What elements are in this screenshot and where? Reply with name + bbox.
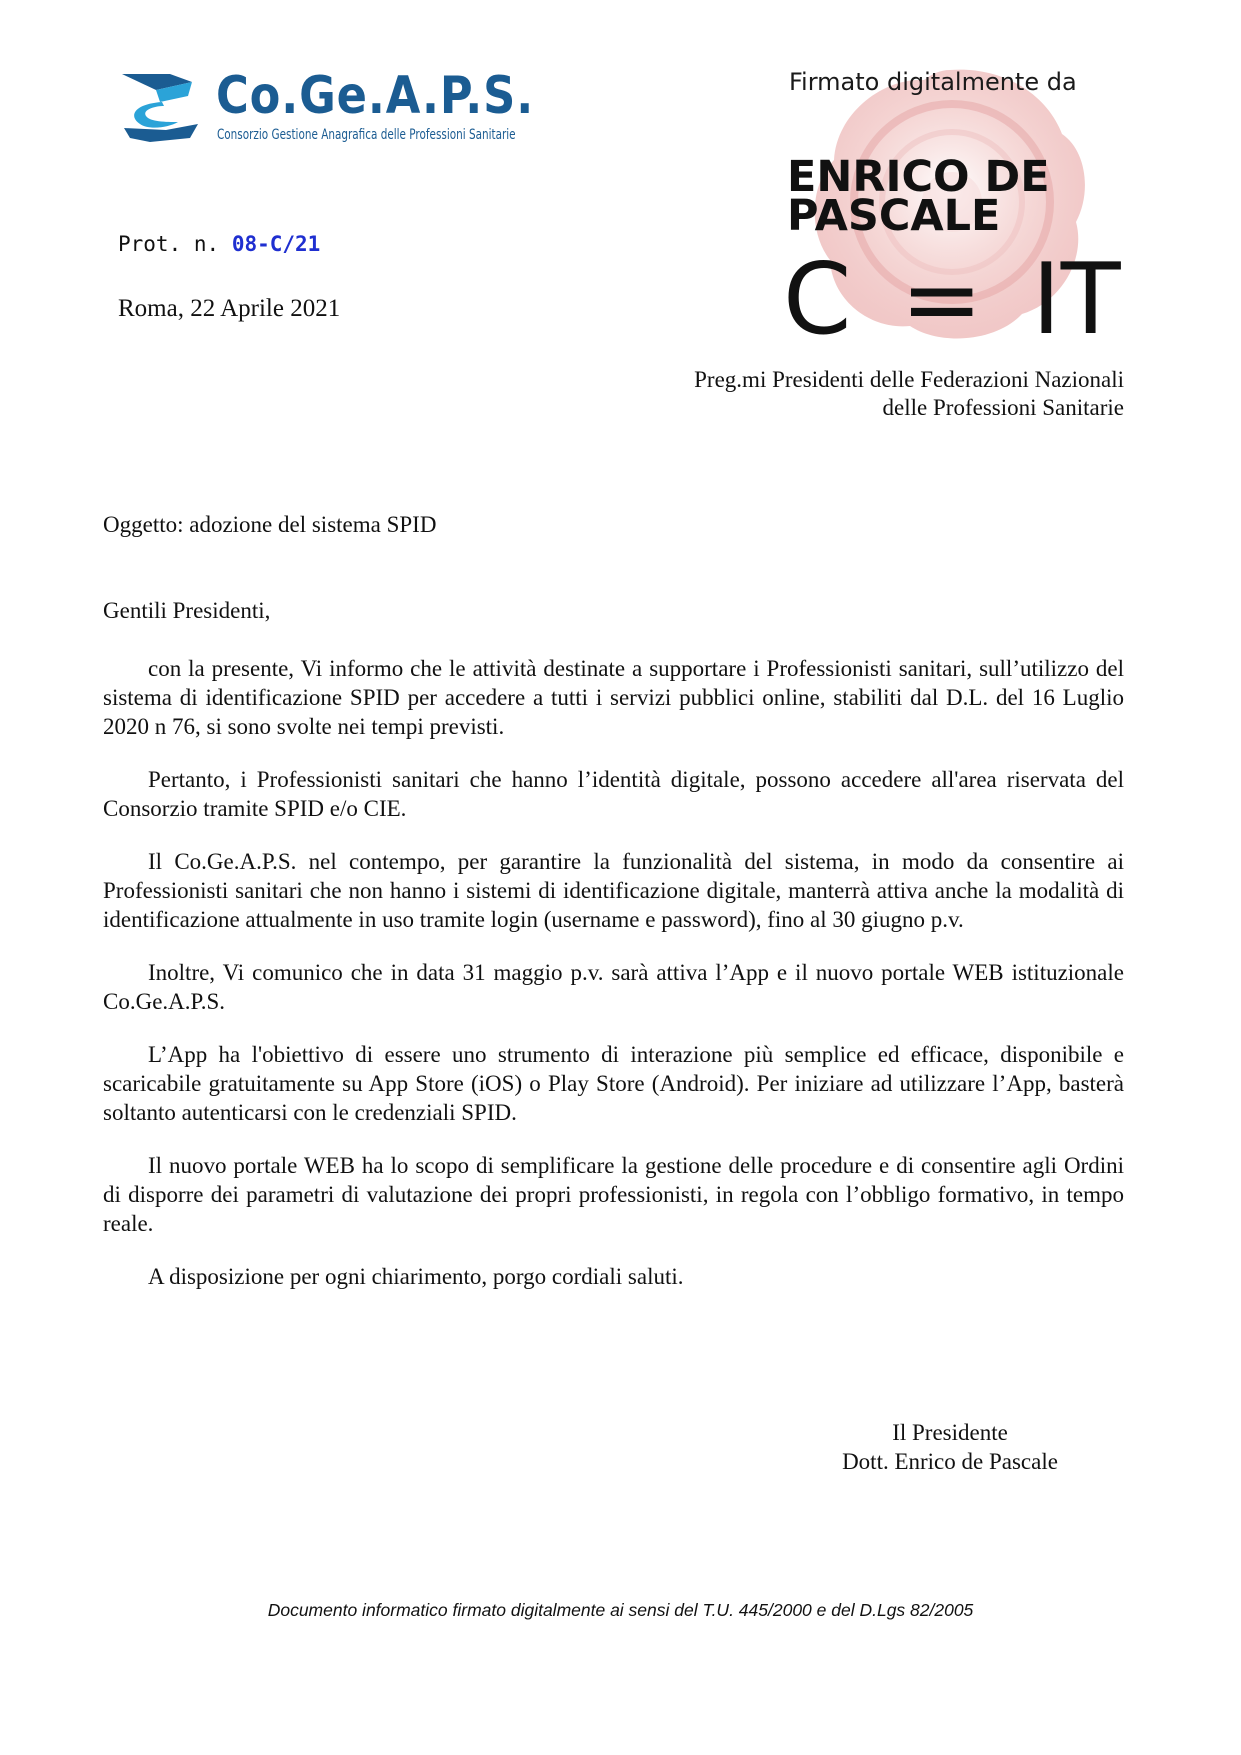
protocol-label: Prot. n.: [118, 232, 220, 256]
signer-name-line1: ENRICO DE: [787, 152, 1050, 202]
paragraph: A disposizione per ogni chiarimento, porgo cordiali saluti.: [148, 1264, 684, 1289]
letter-body: [103, 654, 1124, 1315]
signer-name: [787, 152, 1050, 241]
signatory-name: Dott. Enrico de Pascale: [842, 1449, 1058, 1474]
place-date: Roma, 22 Aprile 2021: [118, 295, 341, 322]
logo-subtitle: Consorzio Gestione Anagrafica delle Professioni Sanitarie: [217, 127, 516, 143]
recipient-block: [524, 366, 1124, 422]
greeting: Gentili Presidenti,: [103, 598, 271, 623]
protocol-number: 08-C/21: [231, 232, 321, 256]
protocol-line: [118, 232, 320, 256]
company-logo: [120, 66, 535, 150]
signature-block: [780, 1418, 1120, 1476]
paragraph: Inoltre, Vi comunico che in data 31 maggio p.v. sarà attiva l’App e il nuovo portale WEB istituzionale Co.Ge.A.P.S.: [103, 960, 1124, 1014]
logo-name: Co.Ge.A.P.S.: [216, 66, 535, 126]
paragraph: Il Co.Ge.A.P.S. nel contempo, per garantire la funzionalità del sistema, in modo da consentire ai Professionisti sanitari che non hanno i sistemi di identificazione digitale, manterrà attiva anche la modalità di identificazione attualmente in uso tramite login (username e password), fino al 30 giugno p.v.: [103, 849, 1124, 932]
paragraph: Il nuovo portale WEB ha lo scopo di semplificare la gestione delle procedure e di consentire agli Ordini di disporre dei parametri di valutazione dei propri professionisti, in regola con l’obbligo formativo, in tempo reale.: [103, 1153, 1124, 1236]
paragraph: L’App ha l'obiettivo di essere uno strumento di interazione più semplice ed efficace, disponibile e scaricabile gratuitamente su App Store (iOS) o Play Store (Android). Per iniziare ad utilizzare l’App, basterà soltanto autenticarsi con le credenziali SPID.: [103, 1042, 1124, 1125]
cogeaps-logo-icon: [120, 72, 200, 144]
signatory-title: Il Presidente: [892, 1420, 1008, 1445]
subject-line: Oggetto: adozione del sistema SPID: [103, 512, 437, 537]
recipient-line1: Preg.mi Presidenti delle Federazioni Nazionali: [694, 367, 1124, 392]
signature-heading: Firmato digitalmente da: [789, 68, 1077, 96]
signer-name-line2: PASCALE: [787, 191, 1001, 241]
footer-note: Documento informatico firmato digitalmente ai sensi del T.U. 445/2000 e del D.Lgs 82/2005: [267, 1600, 974, 1620]
recipient-line2: delle Professioni Sanitarie: [882, 395, 1124, 420]
paragraph: con la presente, Vi informo che le attività destinate a supportare i Professionisti sanitari, sull’utilizzo del sistema di identificazione SPID per accedere a tutti i servizi pubblici online, stabiliti dal D.L. del 16 Luglio 2020 n 76, si sono svolte nei tempi previsti.: [103, 656, 1124, 739]
signer-country: C = IT: [783, 243, 1121, 357]
paragraph: Pertanto, i Professionisti sanitari che hanno l’identità digitale, possono accedere all'area riservata del Consorzio tramite SPID e/o CIE.: [103, 767, 1124, 821]
